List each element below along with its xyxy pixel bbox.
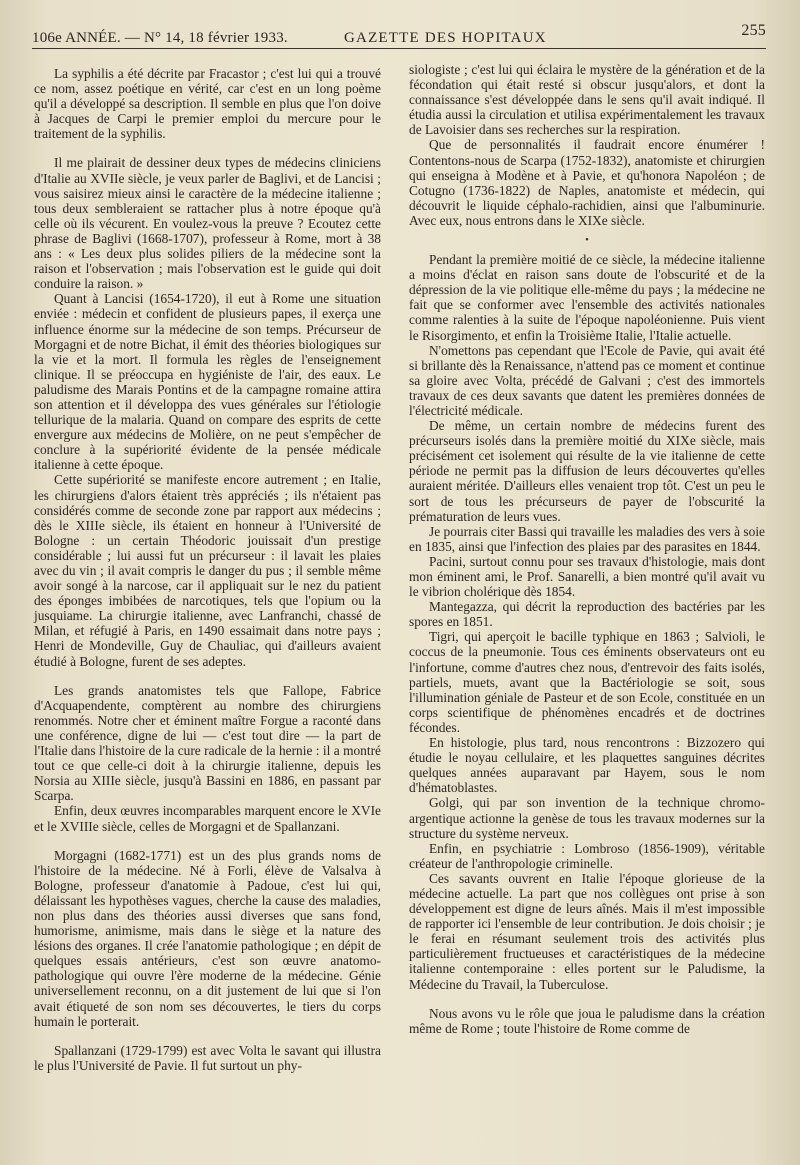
- paragraph: N'omettons pas cependant que l'Ecole de Pavie, qui avait été si brillante dès la Renaissance, n'attend pas ce moment et continue sa gloire avec Volta, précédé de Galvani ; c'est des immortels travaux de ces deux savants que datent les premières données de l'électricité médicale.: [409, 342, 765, 418]
- paragraph: Golgi, qui par son invention de la technique chromo-argentique actionne la genèse de tous les travaux modernes sur la structure du système nerveux.: [409, 795, 765, 841]
- paragraph: Que de personnalités il faudrait encore énumérer ! Contentons-nous de Scarpa (1752-1832), anatomiste et chirurgien qui enseigna à Modène et à Pavie, et qu'honora Napoléon ; de Cotugno (1736-1822) de Naples, anatomiste et médecin, qui découvrit le liquide céphalo-rachidien, ainsi que l'albuminurie. Avec eux, nous entrons dans le XIXe siècle.: [409, 137, 765, 228]
- page-number: 255: [741, 22, 766, 39]
- paragraph: siologiste ; c'est lui qui éclaira le mystère de la génération et de la fécondation qui était resté si obscur jusqu'alors, et dont la connaissance s'est développée dans le sens qu'il avait indiqué. Il étudia aussi la circulation et utilisa expérimentalement les travaux de Lavoisier dans ses recherches sur la respiration.: [409, 62, 765, 138]
- left-column: [34, 66, 381, 1073]
- issue-info: 106e ANNÉE. — N° 14, 18 février 1933.: [32, 30, 288, 46]
- page-header: [32, 18, 766, 49]
- paragraph: La syphilis a été décrite par Fracastor ; c'est lui qui a trouvé ce nom, assez poétique en vérité, car c'est en un long poème qu'il a développé sa description. Il semble en plus que l'on doive à Jacques de Carpi le premier emploi du mercure pour le traitement de la syphilis.: [34, 66, 381, 142]
- paragraph: Enfin, en psychiatrie : Lombroso (1856-1909), véritable créateur de l'anthropologie criminelle.: [409, 840, 765, 871]
- paragraph: Pendant la première moitié de ce siècle, la médecine italienne a moins d'éclat en raison sans doute de l'obscurité et de la dépression de la vie politique elle-même du pays ; la médecine ne fait que se conformer avec l'ensemble des activités nationales comme ralenties à la suite de l'époque napoléonienne. Puis vient le Risorgimento, et enfin la Troisième Italie, l'Italie actuelle.: [409, 252, 765, 343]
- paragraph: Pacini, surtout connu pour ses travaux d'histologie, mais dont mon éminent ami, le Prof. Sanarelli, a bien montré qu'il avait vu le vibrion cholérique dès 1854.: [409, 553, 765, 600]
- paragraph: De même, un certain nombre de médecins furent des précurseurs isolés dans la première moitié du XIXe siècle, mais précisément cet isolement qui résulte de la vie italienne de cette période ne permit pas la diffusion de leurs découvertes qu'elles auraient méritée. D'ailleurs elles venaient trop tôt. C'est un peu le sort de tous les précurseurs de payer de l'obscurité la prématuration de leurs vues.: [409, 418, 765, 524]
- paragraph: Nous avons vu le rôle que joua le paludisme dans la création même de Rome ; toute l'histoire de Rome comme de: [409, 1005, 765, 1036]
- section-divider: •: [585, 235, 589, 247]
- paragraph: Morgagni (1682-1771) est un des plus grands noms de l'histoire de la médecine. Né à Forli, élève de Valsalva à Bologne, professeur d'anatomie à Padoue, c'est lui qui, délaissant les hypothèses vagues, cherche la cause des maladies, non plus dans des théories aussi diverses que sans fond, humorisme, animisme, mais dans le siège et la nature des lésions des organes. Il crée l'anatomie pathologique ; en dépit de quelques essais antérieurs, c'est son œuvre anatomo-pathologique qui ouvre l'ère moderne de la médecine. Génie universellement reconnu, on a dit justement de lui que si l'on avait étiqueté de son nom ses découvertes, le tiers du corps humain le porterait.: [34, 847, 381, 1029]
- paragraph: Cette supériorité se manifeste encore autrement ; en Italie, les chirurgiens d'alors étaient très appréciés ; ils n'étaient pas considérés comme de seconde zone par rapport aux médecins ; dès le XIIIe siècle, ils étaient en honneur à l'Université de Bologne : un certain Théodoric jouissait d'un prestige considérable ; lui aussi fut un précurseur : il lavait les plaies avec du vin ; il avait compris le danger du pus ; il semble même avoir songé à la narcose, car il appliquait sur le nez du patient des éponges imbibées de narcotiques, tels que l'opium ou la jusquiame. La chirurgie italienne, avec Lanfranchi, chassé de Milan, et réfugié à Paris, en 1490 essaimait dans notre pays ; Henri de Mondeville, Guy de Chauliac, qui d'ailleurs avaient étudié à Bologne, furent de ses adeptes.: [34, 472, 381, 669]
- paragraph: Ces savants ouvrent en Italie l'époque glorieuse de la médecine actuelle. La part que nos collègues ont prise à son développement est digne de leurs aînés. Mais il m'est impossible de rapporter ici l'ensemble de leur contribution. Je dois choisir ; je le ferai en résumant seulement trois des activités plus particulièrement fructueuses et caractéristiques de la médecine italienne contemporaine : elles portent sur le Paludisme, la Médecine du Travail, la Tuberculose.: [409, 870, 765, 992]
- paragraph: Il me plairait de dessiner deux types de médecins cliniciens d'Italie au XVIIe siècle, je veux parler de Baglivi, et de Lancisi ; vous saisirez mieux ainsi le caractère de la médecine italienne ; tous deux sembleraient se rattacher plus à notre époque qu'à celle où ils vécurent. En voulez-vous la preuve ? Ecoutez cette phrase de Baglivi (1668-1707), professeur à Rome, mort à 38 ans : « Les deux plus solides piliers de la médecine sont la raison et l'observation ; mais l'observation est le guide qui doit conduire la raison. »: [34, 155, 381, 292]
- paragraph: Tigri, qui aperçoit le bacille typhique en 1863 ; Salvioli, le coccus de la pneumonie. Tous ces éminents observateurs ont eu l'infortune, comme d'autres chez nous, d'entrevoir des faits isolés, partiels, muets, avant que la Bactériologie se soit, sous l'illumination géniale de Pasteur et de son Ecole, constituée en un corps scientifique de phénomènes encadrés et de doctrines fécondes.: [409, 629, 765, 735]
- right-column: [409, 62, 765, 1036]
- paragraph: Les grands anatomistes tels que Fallope, Fabrice d'Acquapendente, comptèrent au nombre des chirurgiens renommés. Notre cher et éminent maître Forgue a raconté dans une conférence, digne de lui — c'est tout dire — la part de l'Italie dans l'histoire de la cure radicale de la hernie : il a montré tout ce que celle-ci doit à la chirurgie italienne, depuis les Norsia au XIIIe siècle, jusqu'à Bassini en 1886, en passant par Scarpa.: [34, 682, 381, 804]
- paragraph: Quant à Lancisi (1654-1720), il eut à Rome une situation enviée : médecin et confident de plusieurs papes, il exerça une influence énorme sur la médecine de son temps. Précurseur de Morgagni et de notre Bichat, il émit des théories biologiques sur la vie et la mort. Il formula les règles de l'enseignement clinique. Il se préoccupa en hygiéniste de l'air, des eaux. Le paludisme des Marais Pontins et de la campagne romaine attira son attention et il développa des vues générales sur l'étiologie tellurique de la malaria. Quand on compare des esprits de cette envergure aux médecins de Molière, on ne peut s'empêcher de conclure à la supériorité évidente de la pensée médicale italienne à cette époque.: [34, 291, 381, 473]
- paragraph: Spallanzani (1729-1799) est avec Volta le savant qui illustra le plus l'Université de Pavie. Il fut surtout un phy-: [34, 1042, 381, 1073]
- paragraph: Mantegazza, qui décrit la reproduction des bactéries par les spores en 1851.: [409, 599, 765, 630]
- paragraph: Je pourrais citer Bassi qui travaille les maladies des vers à soie en 1835, ainsi que l'infection des plaies par des parasites en 1844.: [409, 523, 765, 554]
- paragraph: En histologie, plus tard, nous rencontrons : Bizzozero qui étudie le noyau cellulaire, et les plaquettes sanguines décrites quelques années auparavant par Hayem, sous le nom d'hématoblastes.: [409, 735, 765, 796]
- paragraph: Enfin, deux œuvres incomparables marquent encore le XVIe et le XVIIIe siècle, celles de Morgagni et de Spallanzani.: [34, 803, 381, 834]
- journal-title: GAZETTE DES HOPITAUX: [344, 30, 547, 46]
